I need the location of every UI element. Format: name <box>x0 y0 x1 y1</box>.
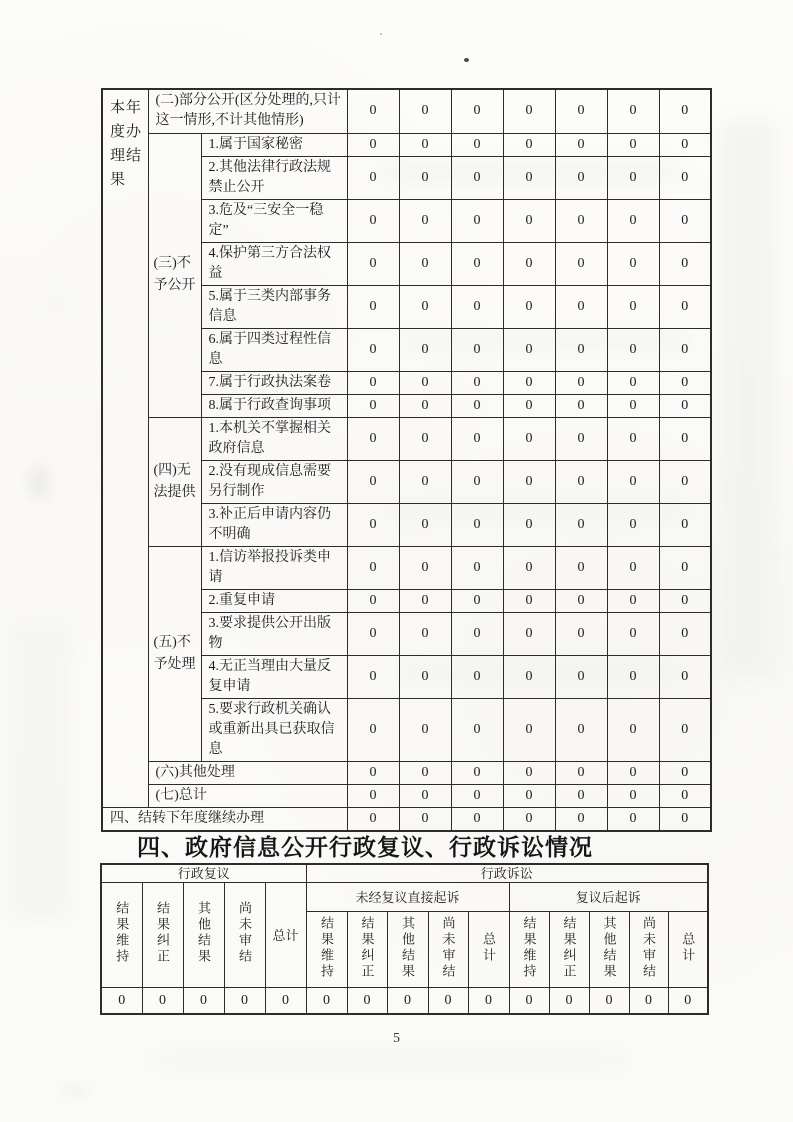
value-cell: 0 <box>503 784 555 807</box>
header-direct-suit: 未经复议直接起诉 <box>306 883 509 912</box>
col-header-result-corrected <box>347 912 387 988</box>
value-cell: 0 <box>503 199 555 242</box>
value-cell: 0 <box>607 784 659 807</box>
value-cell: 0 <box>503 807 555 831</box>
value-cell: 0 <box>347 242 399 285</box>
vertical-label: 其他结果 <box>400 915 415 980</box>
value-cell: 0 <box>607 89 659 133</box>
row-label: (二)部分公开(区分处理的,只计这一情形,不计其他情形) <box>148 89 347 133</box>
value-cell: 0 <box>399 89 451 133</box>
value-cell: 0 <box>659 371 711 394</box>
group-label-not-processed: (五)不予处理 <box>148 546 201 761</box>
value-cell: 0 <box>607 285 659 328</box>
value-cell: 0 <box>607 503 659 546</box>
value-cell: 0 <box>451 655 503 698</box>
row-label-carryover: 四、结转下年度继续办理 <box>102 807 347 831</box>
value-cell: 0 <box>607 807 659 831</box>
value-cell: 0 <box>451 285 503 328</box>
value-cell: 0 <box>347 460 399 503</box>
value-cell: 0 <box>347 698 399 761</box>
value-cell: 0 <box>451 89 503 133</box>
value-cell: 0 <box>659 242 711 285</box>
value-cell: 0 <box>503 394 555 417</box>
value-cell: 0 <box>659 698 711 761</box>
row-label: 4.无正当理由大量反复申请 <box>201 655 347 698</box>
value-cell: 0 <box>659 655 711 698</box>
value-cell: 0 <box>659 546 711 589</box>
value-cell: 0 <box>659 589 711 612</box>
value-cell: 0 <box>347 328 399 371</box>
value-cell: 0 <box>503 698 555 761</box>
value-cell: 0 <box>555 285 607 328</box>
annual-handling-results-table <box>101 88 712 832</box>
value-cell: 0 <box>555 546 607 589</box>
page-number: 5 <box>393 1031 400 1046</box>
vertical-label: 结果纠正 <box>561 915 577 980</box>
col-header-other-result <box>387 912 428 988</box>
value-cell: 0 <box>399 460 451 503</box>
value-cell: 0 <box>399 242 451 285</box>
value-cell: 0 <box>347 655 399 698</box>
value-cell: 0 <box>451 371 503 394</box>
value-cell: 0 <box>347 285 399 328</box>
value-cell: 0 <box>347 784 399 807</box>
value-cell: 0 <box>607 371 659 394</box>
value-cell: 0 <box>607 417 659 460</box>
value-cell: 0 <box>347 988 387 1014</box>
value-cell: 0 <box>659 460 711 503</box>
row-label: 6.属于四类过程性信息 <box>201 328 347 371</box>
col-header-total <box>668 912 708 988</box>
value-cell: 0 <box>607 156 659 199</box>
scan-smudge <box>28 466 50 500</box>
value-cell: 0 <box>503 371 555 394</box>
value-cell: 0 <box>549 988 589 1014</box>
value-cell: 0 <box>451 503 503 546</box>
value-cell: 0 <box>399 394 451 417</box>
value-cell: 0 <box>555 784 607 807</box>
row-label-other-handling: (六)其他处理 <box>148 761 347 784</box>
value-cell: 0 <box>306 988 347 1014</box>
vertical-label: 结果维持 <box>114 901 130 965</box>
value-cell: 0 <box>659 417 711 460</box>
value-cell: 0 <box>265 988 306 1014</box>
value-cell: 0 <box>451 761 503 784</box>
value-cell: 0 <box>399 503 451 546</box>
value-cell: 0 <box>509 988 549 1014</box>
value-cell: 0 <box>555 89 607 133</box>
row-label: 2.其他法律行政法规禁止公开 <box>201 156 347 199</box>
value-cell: 0 <box>347 156 399 199</box>
vertical-label: 结果维持 <box>521 915 537 980</box>
value-cell: 0 <box>659 156 711 199</box>
value-cell: 0 <box>503 589 555 612</box>
value-cell: 0 <box>451 546 503 589</box>
col-header-result-corrected <box>549 912 589 988</box>
row-label-total: (七)总计 <box>148 784 347 807</box>
vertical-label: 尚未审结 <box>237 901 252 965</box>
value-cell: 0 <box>387 988 428 1014</box>
value-cell: 0 <box>659 807 711 831</box>
value-cell: 0 <box>555 133 607 156</box>
value-cell: 0 <box>503 133 555 156</box>
value-cell: 0 <box>503 285 555 328</box>
value-cell: 0 <box>347 199 399 242</box>
value-cell: 0 <box>555 242 607 285</box>
col-header-pending <box>224 883 265 988</box>
value-cell: 0 <box>451 612 503 655</box>
value-cell: 0 <box>451 460 503 503</box>
value-cell: 0 <box>555 655 607 698</box>
value-cell: 0 <box>347 417 399 460</box>
value-cell: 0 <box>659 89 711 133</box>
value-cell: 0 <box>607 698 659 761</box>
value-cell: 0 <box>503 417 555 460</box>
value-cell: 0 <box>451 133 503 156</box>
row-label: 7.属于行政执法案卷 <box>201 371 347 394</box>
value-cell: 0 <box>399 612 451 655</box>
row-label: 5.属于三类内部事务信息 <box>201 285 347 328</box>
value-cell: 0 <box>659 394 711 417</box>
value-cell: 0 <box>183 988 224 1014</box>
group-label-no-disclosure: (三)不予公开 <box>148 133 201 417</box>
value-cell: 0 <box>503 612 555 655</box>
row-label: 2.没有现成信息需要另行制作 <box>201 460 347 503</box>
value-cell: 0 <box>399 698 451 761</box>
value-cell: 0 <box>451 807 503 831</box>
value-cell: 0 <box>555 394 607 417</box>
value-cell: 0 <box>399 417 451 460</box>
vertical-label: 总计 <box>680 931 696 964</box>
value-cell: 0 <box>607 460 659 503</box>
value-cell: 0 <box>451 698 503 761</box>
value-cell: 0 <box>555 371 607 394</box>
value-cell: 0 <box>555 589 607 612</box>
header-administrative-litigation: 行政诉讼 <box>306 864 708 883</box>
vertical-label: 尚未审结 <box>641 915 656 980</box>
row-label: 8.属于行政查询事项 <box>201 394 347 417</box>
value-cell: 0 <box>607 546 659 589</box>
value-cell: 0 <box>555 698 607 761</box>
value-cell: 0 <box>555 612 607 655</box>
vertical-label: 总计 <box>481 931 496 964</box>
value-cell: 0 <box>347 612 399 655</box>
value-cell: 0 <box>399 156 451 199</box>
value-cell: 0 <box>428 988 468 1014</box>
value-cell: 0 <box>451 328 503 371</box>
row-label: 3.危及“三安全一稳定” <box>201 199 347 242</box>
value-cell: 0 <box>503 655 555 698</box>
value-cell: 0 <box>503 328 555 371</box>
value-cell: 0 <box>451 156 503 199</box>
value-cell: 0 <box>607 133 659 156</box>
col-header-other-result <box>183 883 224 988</box>
value-cell: 0 <box>659 612 711 655</box>
value-cell: 0 <box>555 503 607 546</box>
value-cell: 0 <box>399 589 451 612</box>
row-header-annual-results: 本年度办理结果 <box>102 89 148 807</box>
vertical-label: 其他结果 <box>601 915 617 980</box>
header-suit-after-review: 复议后起诉 <box>509 883 708 912</box>
value-cell: 0 <box>503 761 555 784</box>
value-cell: 0 <box>659 285 711 328</box>
value-cell: 0 <box>607 761 659 784</box>
value-cell: 0 <box>659 761 711 784</box>
col-header-total <box>468 912 509 988</box>
row-label: 1.属于国家秘密 <box>201 133 347 156</box>
row-label: 3.补正后申请内容仍不明确 <box>201 503 347 546</box>
value-cell: 0 <box>347 371 399 394</box>
value-cell: 0 <box>503 89 555 133</box>
value-cell: 0 <box>451 417 503 460</box>
scan-speck <box>464 58 469 62</box>
value-cell: 0 <box>347 761 399 784</box>
value-cell: 0 <box>347 503 399 546</box>
header-administrative-review: 行政复议 <box>101 864 306 883</box>
value-cell: 0 <box>451 242 503 285</box>
vertical-label: 尚未审结 <box>440 915 456 980</box>
vertical-label: 其他结果 <box>196 901 211 965</box>
value-cell: 0 <box>659 503 711 546</box>
value-cell: 0 <box>101 988 142 1014</box>
review-litigation-table <box>100 863 709 1015</box>
scan-speck <box>380 33 382 35</box>
value-cell: 0 <box>629 988 668 1014</box>
row-label: 4.保护第三方合法权益 <box>201 242 347 285</box>
col-header-pending <box>428 912 468 988</box>
value-cell: 0 <box>607 328 659 371</box>
scan-smudge <box>50 296 64 308</box>
value-cell: 0 <box>659 133 711 156</box>
value-cell: 0 <box>451 199 503 242</box>
value-cell: 0 <box>399 285 451 328</box>
value-cell: 0 <box>503 156 555 199</box>
value-cell: 0 <box>503 546 555 589</box>
value-cell: 0 <box>555 460 607 503</box>
col-header-result-corrected <box>142 883 183 988</box>
col-header-pending <box>629 912 668 988</box>
group-label-unable-to-provide: (四)无法提供 <box>148 417 201 546</box>
col-header-result-upheld <box>509 912 549 988</box>
col-header-result-upheld <box>101 883 142 988</box>
row-label: 2.重复申请 <box>201 589 347 612</box>
value-cell: 0 <box>607 612 659 655</box>
value-cell: 0 <box>451 784 503 807</box>
value-cell: 0 <box>659 199 711 242</box>
value-cell: 0 <box>555 807 607 831</box>
value-cell: 0 <box>468 988 509 1014</box>
row-label: 3.要求提供公开出版物 <box>201 612 347 655</box>
col-header-other-result <box>589 912 629 988</box>
value-cell: 0 <box>659 328 711 371</box>
value-cell: 0 <box>659 784 711 807</box>
value-cell: 0 <box>399 546 451 589</box>
value-cell: 0 <box>607 199 659 242</box>
value-cell: 0 <box>607 655 659 698</box>
value-cell: 0 <box>347 589 399 612</box>
value-cell: 0 <box>347 133 399 156</box>
value-cell: 0 <box>399 784 451 807</box>
section4-title: 四、政府信息公开行政复议、行政诉讼情况 <box>137 834 593 860</box>
bleedthrough-ghost <box>718 120 778 680</box>
value-cell: 0 <box>451 394 503 417</box>
value-cell: 0 <box>451 589 503 612</box>
bleedthrough-ghost <box>4 620 74 920</box>
value-cell: 0 <box>399 328 451 371</box>
col-header-total <box>265 883 306 988</box>
vertical-label: 结果维持 <box>319 915 334 980</box>
bleedthrough-ghost <box>150 1050 630 1070</box>
horizontal-label: 总计 <box>272 927 299 943</box>
value-cell: 0 <box>555 156 607 199</box>
value-cell: 0 <box>555 761 607 784</box>
value-cell: 0 <box>347 807 399 831</box>
row-label: 5.要求行政机关确认或重新出具已获取信息 <box>201 698 347 761</box>
value-cell: 0 <box>607 394 659 417</box>
value-cell: 0 <box>347 546 399 589</box>
vertical-label: 结果纠正 <box>155 901 170 965</box>
value-cell: 0 <box>399 133 451 156</box>
value-cell: 0 <box>503 503 555 546</box>
value-cell: 0 <box>347 394 399 417</box>
value-cell: 0 <box>399 199 451 242</box>
value-cell: 0 <box>555 328 607 371</box>
value-cell: 0 <box>589 988 629 1014</box>
value-cell: 0 <box>668 988 708 1014</box>
value-cell: 0 <box>399 371 451 394</box>
value-cell: 0 <box>399 807 451 831</box>
value-cell: 0 <box>347 89 399 133</box>
row-label: 1.本机关不掌握相关政府信息 <box>201 417 347 460</box>
value-cell: 0 <box>142 988 183 1014</box>
col-header-result-upheld <box>306 912 347 988</box>
value-cell: 0 <box>503 242 555 285</box>
value-cell: 0 <box>503 460 555 503</box>
value-cell: 0 <box>607 589 659 612</box>
value-cell: 0 <box>607 242 659 285</box>
value-cell: 0 <box>555 199 607 242</box>
value-cell: 0 <box>399 655 451 698</box>
vertical-label: 结果纠正 <box>359 915 375 980</box>
value-cell: 0 <box>399 761 451 784</box>
row-label: 1.信访举报投诉类申请 <box>201 546 347 589</box>
value-cell: 0 <box>555 417 607 460</box>
scan-smudge <box>60 1085 90 1097</box>
value-cell: 0 <box>224 988 265 1014</box>
